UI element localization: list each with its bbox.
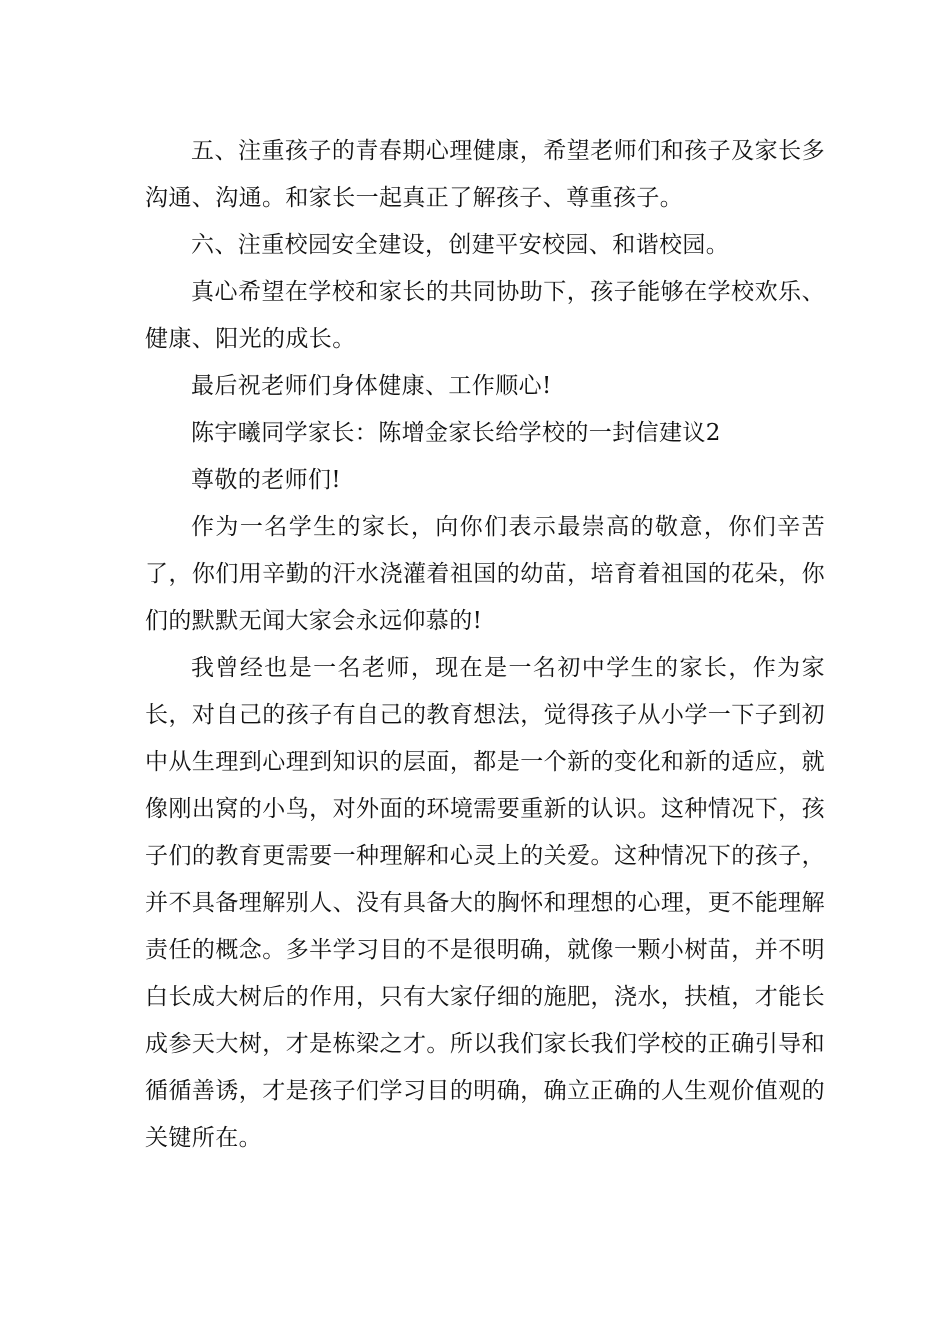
letter-salutation: 尊敬的老师们! [191,467,342,493]
document-body [145,128,825,1162]
paragraph-item-5: 五、注重孩子的青春期心理健康，希望老师们和孩子及家长多沟通、沟通。和家长一起真正了解孩子、尊重孩子。 [145,138,825,211]
paragraph-item-6: 六、注重校园安全建设，创建平安校园、和谐校园。 [191,232,730,258]
paragraph-wish: 真心希望在学校和家长的共同协助下，孩子能够在学校欢乐、健康、阳光的成长。 [145,279,825,352]
paragraph-education-views: 我曾经也是一名老师，现在是一名初中学生的家长，作为家长，对自己的孩子有自己的教育想法，觉得孩子从小学一下子到初中从生理到心理到知识的层面，都是一个新的变化和新的适应，就像刚出窝的小鸟，对外面的环境需要重新的认识。这种情况下，孩子们的教育更需要一种理解和心灵上的关爱。这种情况下的孩子，并不具备理解别人、没有具备大的胸怀和理想的心理，更不能理解责任的概念。多半学习目的不是很明确，就像一颗小树苗，并不明白长成大树后的作用，只有大家仔细的施肥，浇水，扶植，才能长成参天大树，才是栋梁之才。所以我们家长我们学校的正确引导和循循善诱，才是孩子们学习目的明确，确立正确的人生观价值观的关键所在。 [145,655,825,1151]
paragraph-gratitude: 作为一名学生的家长，向你们表示最崇高的敬意，你们辛苦了，你们用辛勤的汗水浇灌着祖国的幼苗，培育着祖国的花朵，你们的默默无闻大家会永远仰慕的! [145,514,825,634]
paragraph-closing-blessing: 最后祝老师们身体健康、工作顺心! [191,373,552,399]
letter-title: 陈宇曦同学家长：陈增金家长给学校的一封信建议2 [191,420,721,446]
